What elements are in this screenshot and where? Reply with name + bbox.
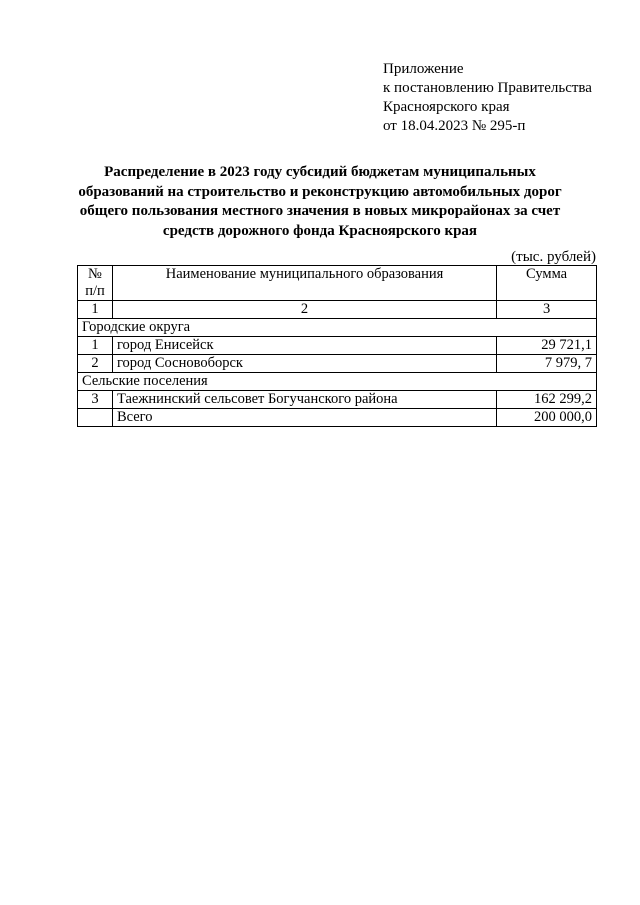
units-label: (тыс. рублей)	[511, 249, 596, 265]
appendix-block	[383, 60, 592, 136]
table-header-row	[78, 266, 597, 301]
header-num-cell	[78, 266, 113, 301]
header-sum: Сумма	[497, 266, 597, 301]
row-num: 1	[78, 337, 113, 355]
row-sum: 162 299,2	[497, 391, 597, 409]
title-line: общего пользования местного значения в новых микрорайонах за счет	[79, 203, 561, 219]
row-sum: 7 979, 7	[497, 355, 597, 373]
row-name: город Сосновоборск	[112, 355, 496, 373]
title-line: образований на строительство и реконструкцию автомобильных дорог	[78, 183, 562, 200]
section-label: Сельские поселения	[78, 373, 597, 391]
appendix-line: Приложение	[383, 61, 464, 77]
row-num: 2	[78, 355, 113, 373]
title-line: средств дорожного фонда Красноярского края	[162, 222, 478, 239]
appendix-line: к постановлению Правительства	[383, 80, 592, 96]
colnum-cell: 2	[112, 301, 496, 319]
total-row	[78, 409, 597, 427]
appendix-line: Красноярского края	[383, 99, 510, 115]
document-title	[70, 163, 570, 241]
row-sum: 29 721,1	[497, 337, 597, 355]
total-label: Всего	[112, 409, 496, 427]
section-row	[78, 319, 597, 337]
colnum-cell: 1	[78, 301, 113, 319]
row-name: город Енисейск	[112, 337, 496, 355]
total-num-empty	[78, 409, 113, 427]
appendix-date-line: от 18.04.2023 № 295-п	[383, 118, 526, 134]
table-row	[78, 337, 597, 355]
subsidy-table	[77, 265, 597, 427]
section-label: Городские округа	[78, 319, 597, 337]
table-row	[78, 355, 597, 373]
header-name: Наименование муниципального образования	[112, 266, 496, 301]
column-number-row	[78, 301, 597, 319]
table-row	[78, 391, 597, 409]
header-num: №	[88, 266, 102, 282]
header-num-sub: п/п	[85, 283, 105, 299]
row-name: Таежнинский сельсовет Богучанского района	[112, 391, 496, 409]
section-row	[78, 373, 597, 391]
total-sum: 200 000,0	[497, 409, 597, 427]
title-line: Распределение в 2023 году субсидий бюджетам муниципальных	[104, 164, 536, 180]
colnum-cell: 3	[497, 301, 597, 319]
row-num: 3	[78, 391, 113, 409]
